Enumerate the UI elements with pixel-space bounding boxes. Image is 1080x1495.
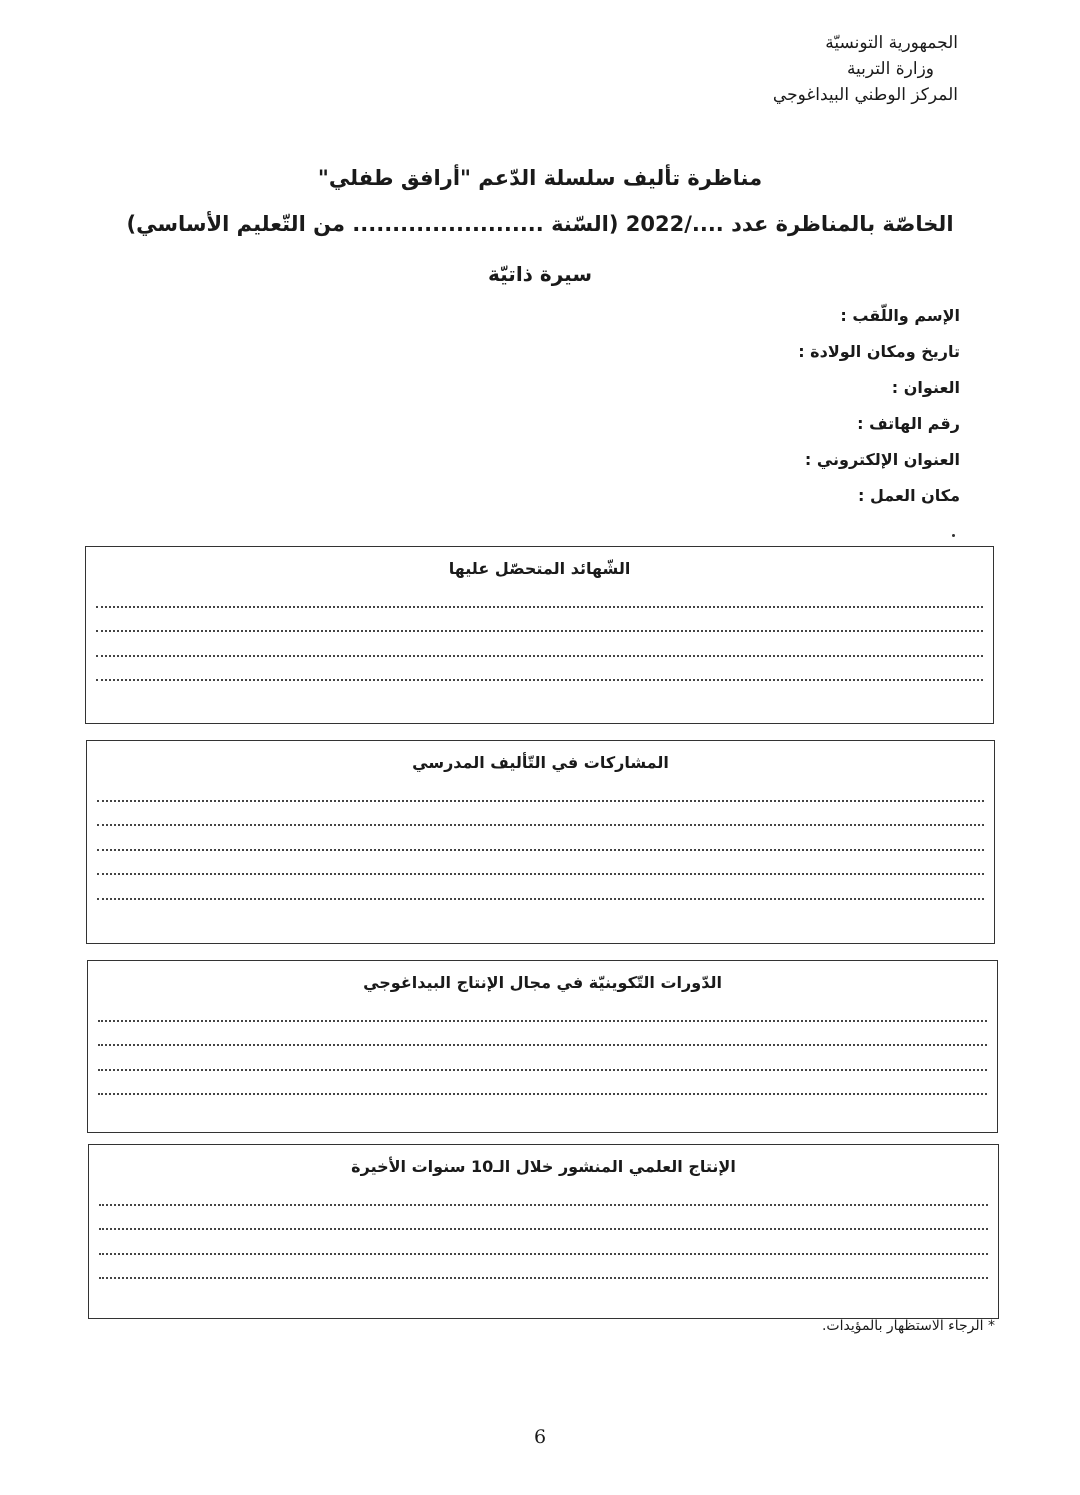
dotted-writing-line xyxy=(99,1230,988,1255)
contest-subtitle: الخاصّة بالمناظرة عدد ..../2022 (السّنة ........................ من التّعليم الأساسي) xyxy=(126,212,954,236)
section-title: الشّهائد المتحصّل عليها xyxy=(448,559,631,578)
cv-heading: سيرة ذاتيّة xyxy=(488,262,592,286)
section-title: الدّورات التّكوينيّة في مجال الإنتاج البيداغوجي xyxy=(363,973,722,992)
dotted-writing-line xyxy=(97,802,984,827)
dotted-writing-line xyxy=(96,583,983,608)
section-training-courses xyxy=(87,960,998,1133)
dotted-writing-line xyxy=(97,826,984,851)
stray-mark xyxy=(952,534,955,537)
section-certificates xyxy=(85,546,994,724)
dotted-writing-line xyxy=(99,1206,988,1231)
dotted-lines xyxy=(96,583,983,681)
letterhead-republic: الجمهورية التونسيّة xyxy=(825,33,958,53)
letterhead xyxy=(618,30,958,108)
section-title: الإنتاج العلمي المنشور خلال الـ10 سنوات الأخيرة xyxy=(351,1157,736,1176)
letterhead-center: المركز الوطني البيداغوجي xyxy=(772,85,958,105)
dotted-writing-line xyxy=(98,1022,987,1047)
section-school-authoring xyxy=(86,740,995,944)
dotted-writing-line xyxy=(98,1046,987,1071)
field-phone: رقم الهاتف : xyxy=(857,414,960,433)
dotted-lines xyxy=(98,997,987,1095)
section-title: المشاركات في التّأليف المدرسي xyxy=(412,753,669,772)
dotted-writing-line xyxy=(97,777,984,802)
dotted-writing-line xyxy=(96,632,983,657)
dotted-writing-line xyxy=(98,1071,987,1096)
dotted-writing-line xyxy=(99,1255,988,1280)
dotted-writing-line xyxy=(97,851,984,876)
supporting-documents-note: * الرجاء الاستظهار بالمؤيدات. xyxy=(821,1318,995,1334)
personal-info-fields xyxy=(560,298,960,514)
page-number: 6 xyxy=(533,1426,547,1448)
contest-title: مناظرة تأليف سلسلة الدّعم "أرافق طفلي" xyxy=(317,166,763,190)
section-scientific-production xyxy=(88,1144,999,1319)
letterhead-ministry: وزارة التربية xyxy=(846,59,934,79)
dotted-writing-line xyxy=(98,997,987,1022)
dotted-writing-line xyxy=(99,1181,988,1206)
dotted-writing-line xyxy=(96,608,983,633)
field-birth-date-place: تاريخ ومكان الولادة : xyxy=(798,342,960,361)
dotted-writing-line xyxy=(96,657,983,682)
dotted-writing-line xyxy=(97,875,984,900)
field-workplace: مكان العمل : xyxy=(858,486,960,505)
dotted-lines xyxy=(97,777,984,900)
dotted-lines xyxy=(99,1181,988,1279)
field-address: العنوان : xyxy=(891,378,960,397)
field-full-name: الإسم واللّقب : xyxy=(840,306,960,325)
field-email: العنوان الإلكتروني : xyxy=(804,450,960,469)
